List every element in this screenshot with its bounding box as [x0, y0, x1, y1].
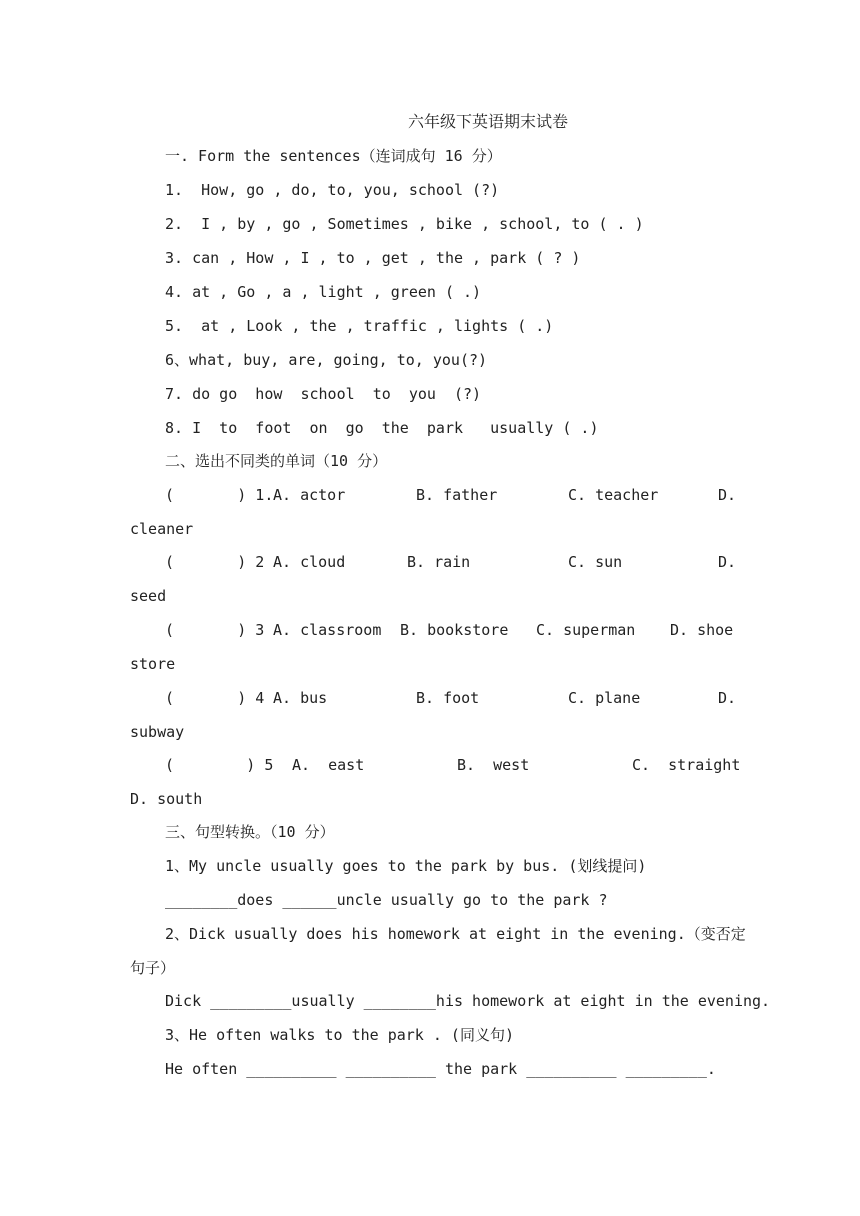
choice-q2-option-a: A. cloud: [273, 553, 346, 571]
choice-q4-option-a: A. bus: [273, 689, 328, 707]
sentence-item-4: 4. at , Go , a , light , green ( .): [165, 283, 482, 301]
choice-q1-option-a: A. actor: [273, 486, 346, 504]
choice-q5-wrap: D. south: [130, 790, 203, 808]
sentence-item-3: 3. can , How , I , to , get , the , park ( ? ): [165, 249, 581, 267]
transform-item-3: 3、He often walks to the park . (同义句): [165, 1026, 514, 1044]
choice-q5-option-a: A. east: [292, 756, 365, 774]
choice-q1-option-c: C. teacher: [568, 486, 659, 504]
choice-q4-option-c: C. plane: [568, 689, 641, 707]
sentence-item-5: 5. at , Look , the , traffic , lights ( .): [165, 317, 554, 335]
section2-heading: 二、选出不同类的单词（10 分）: [165, 452, 388, 470]
choice-q2-option-b: B. rain: [407, 553, 471, 571]
transform-answer-2: Dick _________usually ________his homework at eight in the evening.: [165, 992, 771, 1010]
page-title: 六年级下英语期末试卷: [408, 112, 569, 131]
choice-q1-number: ( ) 1.: [165, 486, 274, 504]
choice-q1-option-b: B. father: [416, 486, 498, 504]
transform-answer-3: He often __________ __________ the park __________ _________.: [165, 1060, 716, 1078]
choice-q5-option-b: B. west: [457, 756, 530, 774]
choice-q3-option-d: D. shoe: [670, 621, 734, 639]
choice-q5-number: ( ) 5: [165, 756, 274, 774]
choice-q1-wrap: cleaner: [130, 520, 194, 538]
choice-q3-option-b: B. bookstore: [400, 621, 509, 639]
choice-q2-option-d: D.: [718, 553, 737, 571]
choice-q3-wrap: store: [130, 655, 176, 673]
choice-q2-wrap: seed: [130, 587, 167, 605]
transform-item-1: 1、My uncle usually goes to the park by bus. (划线提问): [165, 857, 647, 875]
choice-q2-option-c: C. sun: [568, 553, 623, 571]
choice-q3-number: ( ) 3: [165, 621, 265, 639]
choice-q1-option-d: D.: [718, 486, 737, 504]
choice-q4-wrap: subway: [130, 723, 185, 741]
choice-q5-option-c: C. straight: [632, 756, 741, 774]
section1-heading: 一. Form the sentences（连词成句 16 分）: [165, 147, 502, 165]
transform-answer-1: ________does ______uncle usually go to the park ?: [165, 891, 608, 909]
choice-q3-option-a: A. classroom: [273, 621, 382, 639]
choice-q4-option-d: D.: [718, 689, 737, 707]
transform-item-2: 2、Dick usually does his homework at eight in the evening.（变否定: [165, 925, 746, 943]
sentence-item-8: 8. I to foot on go the park usually ( .): [165, 419, 599, 437]
section3-heading: 三、句型转换。（10 分）: [165, 823, 335, 841]
choice-q4-number: ( ) 4: [165, 689, 265, 707]
sentence-item-2: 2. I , by , go , Sometimes , bike , school, to ( . ): [165, 215, 644, 233]
sentence-item-1: 1. How, go , do, to, you, school (?): [165, 181, 500, 199]
choice-q3-option-c: C. superman: [536, 621, 636, 639]
choice-q4-option-b: B. foot: [416, 689, 480, 707]
transform-item-2-wrap: 句子）: [130, 959, 176, 977]
choice-q2-number: ( ) 2: [165, 553, 265, 571]
sentence-item-7: 7. do go how school to you (?): [165, 385, 482, 403]
sentence-item-6: 6、what, buy, are, going, to, you(?): [165, 351, 488, 369]
